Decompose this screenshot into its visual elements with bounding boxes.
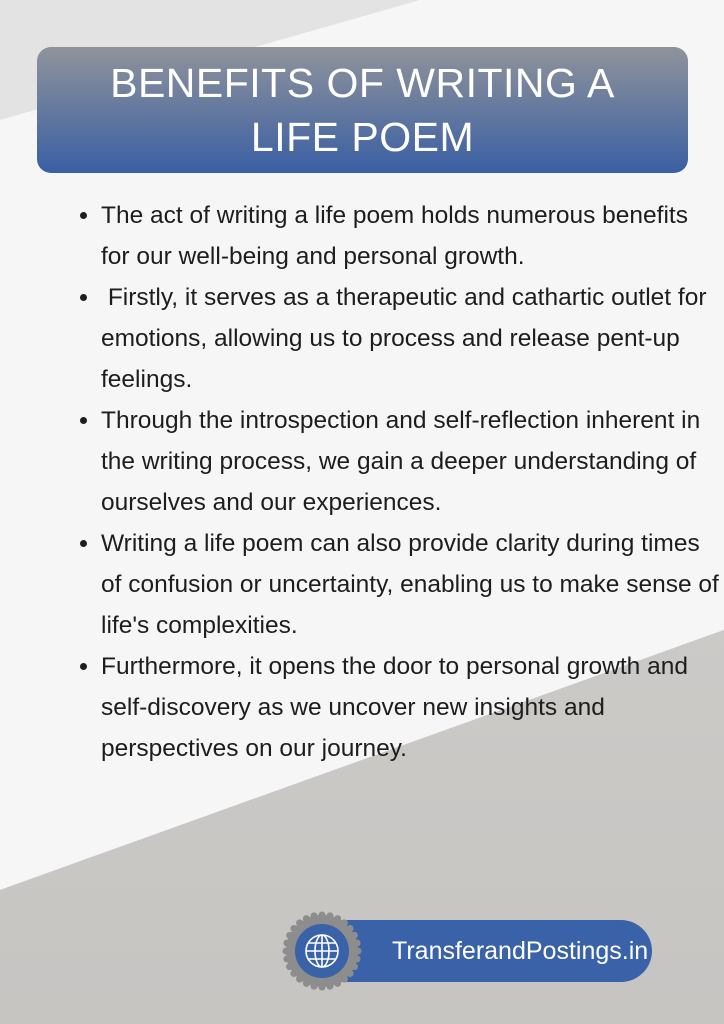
website-badge[interactable] (282, 920, 652, 982)
list-item: • Through the introspection and self-reflection inherent in the writing process, we gain a deeper understanding of ourselves and our experiences. (101, 400, 721, 523)
list-item: • Writing a life poem can also provide clarity during times of confusion or uncertainty, enabling us to make sense of life's complexities. (101, 523, 721, 646)
website-label: TransferandPostings.in (392, 937, 649, 965)
globe-icon (282, 911, 362, 991)
badge-pill (314, 920, 652, 982)
page-title: BENEFITS OF WRITING A LIFE POEM (110, 60, 615, 160)
list-item: • Furthermore, it opens the door to personal growth and self-discovery as we uncover new insights and perspectives on our journey. (101, 646, 721, 769)
list-item: • Firstly, it serves as a therapeutic and cathartic outlet for emotions, allowing us to process and release pent-up feelings. (101, 277, 721, 400)
title-banner (37, 47, 688, 173)
benefits-list (64, 195, 721, 769)
list-item: • The act of writing a life poem holds numerous benefits for our well-being and personal growth. (101, 195, 721, 277)
